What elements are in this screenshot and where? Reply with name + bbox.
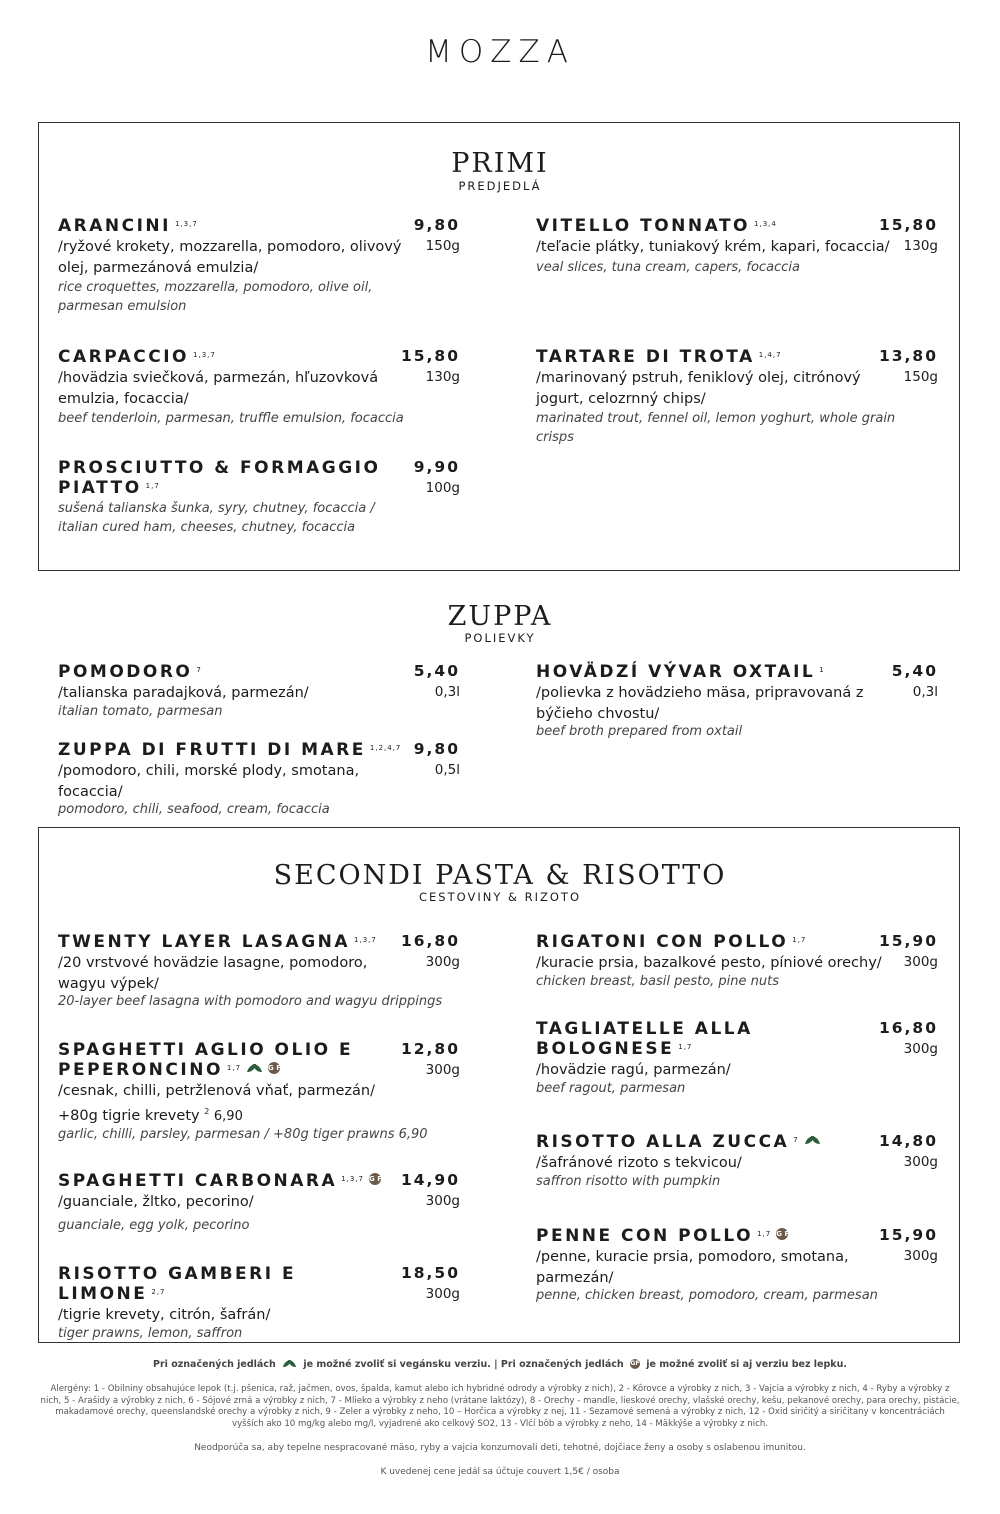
- menu-item: [536, 932, 938, 989]
- item-description: /šafránové rizoto s tekvicou/: [536, 1155, 742, 1171]
- item-quantity: 130g: [903, 238, 938, 254]
- item-description: /pomodoro, chili, morské plody, smotana, focaccia/: [58, 763, 360, 800]
- extra-label: +80g tigrie krevety: [58, 1107, 200, 1124]
- item-description: /ryžové krokety, mozzarella, pomodoro, olivový olej, parmezánová emulzia/: [58, 239, 402, 276]
- item-name: TAGLIATELLE ALLA BOLOGNESE: [536, 1019, 753, 1059]
- item-name: SPAGHETTI AGLIO OLIO E PEPERONCINO: [58, 1040, 354, 1080]
- gluten-free-icon: GF: [776, 1230, 792, 1238]
- item-description: /20 vrstvové hovädzie lasagne, pomodoro, wagyu výpek/: [58, 955, 368, 992]
- item-description: /penne, kuracie prsia, pomodoro, smotana, parmezán/: [536, 1249, 849, 1286]
- allergen-codes: 1,7: [757, 1230, 772, 1238]
- leaf-icon: [246, 1063, 263, 1074]
- item-description-en: beef ragout, parmesan: [536, 1080, 686, 1096]
- item-description-en: rice croquettes, mozzarella, pomodoro, olive oil, parmesan emulsion: [58, 280, 373, 314]
- item-quantity: 130g: [425, 369, 460, 385]
- item-description-en: beef tenderloin, parmesan, truffle emulsion, focaccia: [58, 411, 404, 426]
- item-description: /hovädzia sviečková, parmezán, hľuzovková emulzia, focaccia/: [58, 370, 379, 407]
- secondi-title: SECONDI PASTA & RISOTTO: [273, 860, 727, 891]
- allergen-codes: 1,7: [145, 482, 160, 490]
- item-description-en: tiger prawns, lemon, saffron: [58, 1325, 243, 1341]
- item-description: /kuracie prsia, bazalkové pesto, píniové orechy/: [536, 955, 882, 971]
- menu-item: [58, 740, 460, 817]
- extra-price: 6,90: [213, 1108, 243, 1124]
- allergen-codes: 2,7: [151, 1288, 166, 1296]
- menu-item: [58, 932, 460, 1009]
- item-price: 14,90: [400, 1171, 460, 1189]
- menu-item: [536, 1132, 938, 1189]
- item-name: RISOTTO ALLA ZUCCA: [536, 1132, 790, 1152]
- item-price: 5,40: [413, 662, 460, 680]
- menu-item: [536, 1019, 938, 1096]
- item-name: PROSCIUTTO & FORMAGGIO PIATTO: [58, 458, 381, 498]
- allergen-codes: 1,7: [678, 1043, 693, 1051]
- item-description: /polievka z hovädzieho mäsa, pripravovaná z býčieho chvostu/: [536, 685, 864, 722]
- item-description-en: sušená talianska šunka, syry, chutney, focaccia / italian cured ham, cheeses, chutney, focaccia: [58, 501, 375, 535]
- item-description-en: guanciale, egg yolk, pecorino: [58, 1217, 250, 1233]
- item-price: 15,90: [878, 932, 938, 950]
- menu-item: [58, 1264, 460, 1341]
- brand-logo: MOZZA: [425, 34, 575, 70]
- menu-item: [536, 216, 938, 277]
- menu-item: [58, 662, 460, 719]
- menu-item: [58, 216, 460, 316]
- menu-item: [536, 347, 938, 447]
- legend-text-b: je možné zvoliť si vegánsku verziu. | Pri označených jedlách: [303, 1359, 624, 1370]
- item-name: PENNE CON POLLO: [536, 1226, 754, 1246]
- allergen-codes: 1,3,7: [175, 220, 198, 228]
- allergen-list: Alergény: 1 - Obilniny obsahujúce lepok (t.j. pšenica, raž, jačmen, ovos, špalda, kamut alebo ich hybridné odrody a výrobky z nich), 2 - Kôrovce a výrobky z nich, 3 - Vajcia a výrobky z nich, 4 - Ryby a výrobky z nich, 5 - Arašidy a výrobky z nich, 6 - Sójové zrná a výrobky z nich, 7 - Mlieko a výrobky z neho (vrátane laktózy), 8 - Orechy - mandle, lieskové orechy, vlašské orechy, kešu, pekanové orechy, para orechy, pistácie, makadamové orechy, queenslandské orechy a výrobky z nich, 9 - Zeler a výrobky z neho, 10 – Horčica a výrobky z nej, 11 - Sezamové semená a výrobky z nich, 12 - Oxid siričitý a siričitany v koncentráciách vyšších ako 10 mg/kg alebo mg/l, vyjadrené ako celkový SO2, 13 - Vlčí bôb a výrobky z neho, 14 - Mäkkýše a výrobky z nich.: [40, 1384, 960, 1429]
- item-price: 15,80: [400, 347, 460, 365]
- item-description: /hovädzie ragú, parmezán/: [536, 1062, 731, 1078]
- item-extra: [58, 1102, 418, 1127]
- item-price: 16,80: [878, 1019, 938, 1037]
- item-name: ZUPPA DI FRUTTI DI MARE: [58, 740, 366, 760]
- secondi-subtitle: CESTOVINY & RIZOTO: [418, 890, 582, 904]
- item-description-en: 20-layer beef lasagna with pomodoro and wagyu drippings: [58, 994, 443, 1009]
- item-quantity: 150g: [903, 369, 938, 385]
- item-name: RIGATONI CON POLLO: [536, 932, 789, 952]
- item-price: 16,80: [400, 932, 460, 950]
- item-quantity: 0,3l: [912, 684, 938, 700]
- item-quantity: 100g: [425, 480, 460, 496]
- item-description-en: garlic, chilli, parsley, parmesan / +80g tiger prawns 6,90: [58, 1126, 428, 1142]
- gluten-free-icon: GF: [630, 1359, 640, 1367]
- menu-item: [536, 1226, 938, 1303]
- allergen-codes: 1,4,7: [758, 351, 782, 359]
- legend-note: [40, 1359, 960, 1370]
- couvert-note: K uvedenej cene jedál sa účtuje couvert 1,5€ / osoba: [380, 1467, 620, 1477]
- item-name: SPAGHETTI CARBONARA: [58, 1171, 338, 1191]
- gluten-free-icon: GF: [268, 1064, 284, 1072]
- leaf-icon: [282, 1359, 297, 1369]
- item-description: /guanciale, žltko, pecorino/: [58, 1194, 254, 1210]
- menu-item: [58, 458, 460, 537]
- item-name: VITELLO TONNATO: [536, 216, 751, 236]
- item-name: ARANCINI: [58, 216, 171, 236]
- item-name: HOVÄDZÍ VÝVAR OXTAIL: [536, 662, 816, 682]
- item-price: 9,80: [413, 216, 460, 234]
- primi-title: PRIMI: [451, 148, 549, 179]
- item-price: 9,80: [413, 740, 460, 758]
- item-description-en: saffron risotto with pumpkin: [536, 1173, 721, 1189]
- item-description-en: pomodoro, chili, seafood, cream, focaccia: [58, 802, 330, 817]
- item-price: 14,80: [878, 1132, 938, 1150]
- menu-item: [58, 347, 460, 428]
- item-name: TWENTY LAYER LASAGNA: [58, 932, 351, 952]
- item-quantity: 300g: [425, 1062, 460, 1078]
- item-quantity: 0,5l: [434, 762, 460, 778]
- allergen-codes: 1,3,7: [193, 351, 216, 359]
- allergen-codes: 7: [196, 666, 202, 674]
- gluten-free-icon: GF: [369, 1175, 385, 1183]
- item-name: CARPACCIO: [58, 347, 190, 367]
- item-quantity: 150g: [425, 238, 460, 254]
- item-quantity: 300g: [425, 1193, 460, 1209]
- item-description: /talianska paradajková, parmezán/: [58, 685, 309, 701]
- legend-text-c: je možné zvoliť si aj verziu bez lepku.: [646, 1359, 847, 1370]
- item-price: 12,80: [400, 1040, 460, 1058]
- menu-item: [58, 1040, 460, 1142]
- item-description-en: beef broth prepared from oxtail: [536, 724, 743, 739]
- item-price: 13,80: [878, 347, 938, 365]
- legend-text-a: Pri označených jedlách: [153, 1359, 276, 1370]
- item-price: 15,90: [878, 1226, 938, 1244]
- allergen-codes: 7: [793, 1136, 799, 1144]
- item-name: TARTARE DI TROTA: [536, 347, 755, 367]
- allergen-codes: 1,3,4: [754, 220, 777, 228]
- item-description-en: marinated trout, fennel oil, lemon yoghurt, whole grain crisps: [536, 411, 896, 445]
- item-description: /tigrie krevety, citrón, šafrán/: [58, 1307, 271, 1323]
- item-name: RISOTTO GAMBERI E LIMONE: [58, 1264, 297, 1304]
- item-quantity: 300g: [903, 1154, 938, 1170]
- menu-item: [536, 662, 938, 739]
- item-price: 18,50: [400, 1264, 460, 1282]
- allergen-codes: 1: [819, 666, 825, 674]
- item-description: /marinovaný pstruh, feniklový olej, citrónový jogurt, celozrnný chips/: [536, 370, 861, 407]
- item-description-en: penne, chicken breast, pomodoro, cream, parmesan: [536, 1288, 878, 1303]
- allergen-codes: 2: [204, 1106, 210, 1116]
- item-price: 5,40: [891, 662, 938, 680]
- zuppa-subtitle: POLIEVKY: [464, 631, 536, 645]
- zuppa-title: ZUPPA: [447, 601, 553, 632]
- item-quantity: 0,3l: [434, 684, 460, 700]
- health-warning: Neodporúča sa, aby tepelne nespracované mäso, ryby a vajcia konzumovali deti, tehotné, dojčiace ženy a osoby s oslabenou imunitou.: [194, 1443, 806, 1453]
- item-quantity: 300g: [425, 954, 460, 970]
- allergen-codes: 1,2,4,7: [369, 744, 402, 752]
- item-name: POMODORO: [58, 662, 193, 682]
- menu-item: [58, 1171, 460, 1235]
- item-quantity: 300g: [903, 1248, 938, 1264]
- allergen-codes: 1,3,7: [354, 936, 377, 944]
- item-description: /teľacie plátky, tuniakový krém, kapari, focaccia/: [536, 239, 890, 255]
- item-description-en: veal slices, tuna cream, capers, focaccia: [536, 259, 800, 275]
- leaf-icon: [804, 1135, 821, 1146]
- item-quantity: 300g: [425, 1286, 460, 1302]
- item-price: 9,90: [413, 458, 460, 476]
- allergen-codes: 1,7: [226, 1064, 242, 1072]
- item-price: 15,80: [878, 216, 938, 234]
- allergen-codes: 1,3,7: [341, 1175, 364, 1183]
- item-quantity: 300g: [903, 954, 938, 970]
- primi-subtitle: PREDJEDLÁ: [458, 179, 542, 193]
- allergen-codes: 1,7: [792, 936, 807, 944]
- item-description-en: italian tomato, parmesan: [58, 703, 223, 719]
- item-description: /cesnak, chilli, petržlenová vňať, parmezán/: [58, 1083, 375, 1099]
- item-quantity: 300g: [903, 1041, 938, 1057]
- item-description-en: chicken breast, basil pesto, pine nuts: [536, 973, 780, 989]
